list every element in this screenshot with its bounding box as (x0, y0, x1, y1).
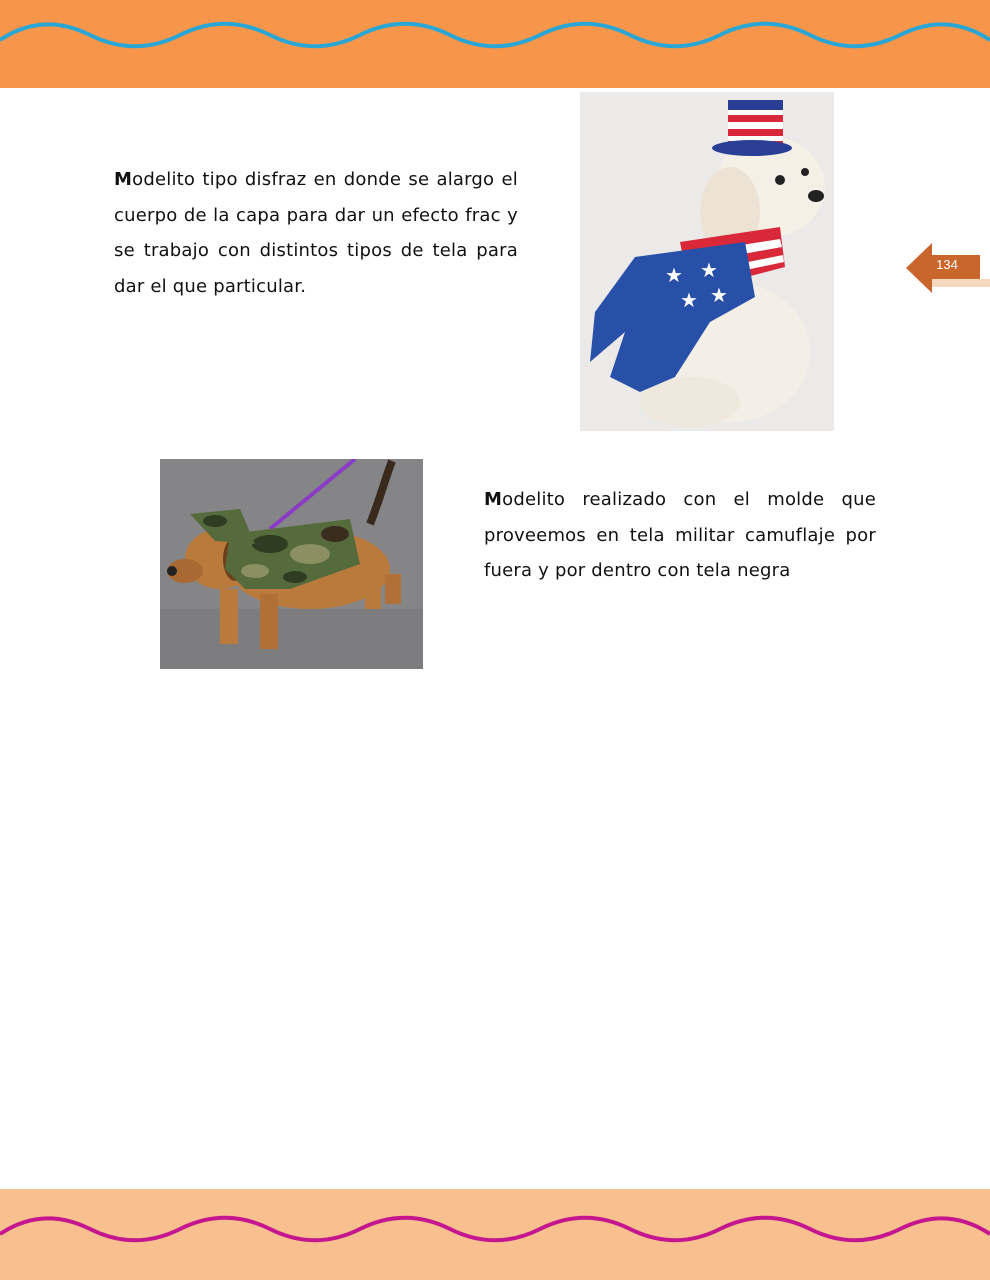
photo-dog-patriotic-costume (580, 92, 834, 431)
svg-text:★: ★ (665, 263, 683, 287)
svg-text:★: ★ (700, 258, 718, 282)
svg-text:★: ★ (710, 283, 728, 307)
description-paragraph-1 (114, 162, 518, 304)
bottom-wave-line (0, 1189, 990, 1280)
top-wave-line (0, 0, 990, 88)
bottom-decorative-band (0, 1189, 990, 1280)
page-number: 134 (936, 257, 958, 272)
top-decorative-band (0, 0, 990, 88)
description-paragraph-2 (484, 482, 876, 589)
drop-letter: M (114, 169, 133, 190)
drop-letter: M (484, 489, 503, 510)
svg-text:★: ★ (680, 288, 698, 312)
description-text: odelito realizado con el molde que proveemos en tela militar camuflaje por fuera y por dentro con tela negra (484, 489, 876, 581)
photo-dog-camouflage-coat (160, 459, 423, 669)
description-text: odelito tipo disfraz en donde se alargo el cuerpo de la capa para dar un efecto frac y se trabajo con distintos tipos de tela para dar el que particular. (114, 169, 518, 297)
